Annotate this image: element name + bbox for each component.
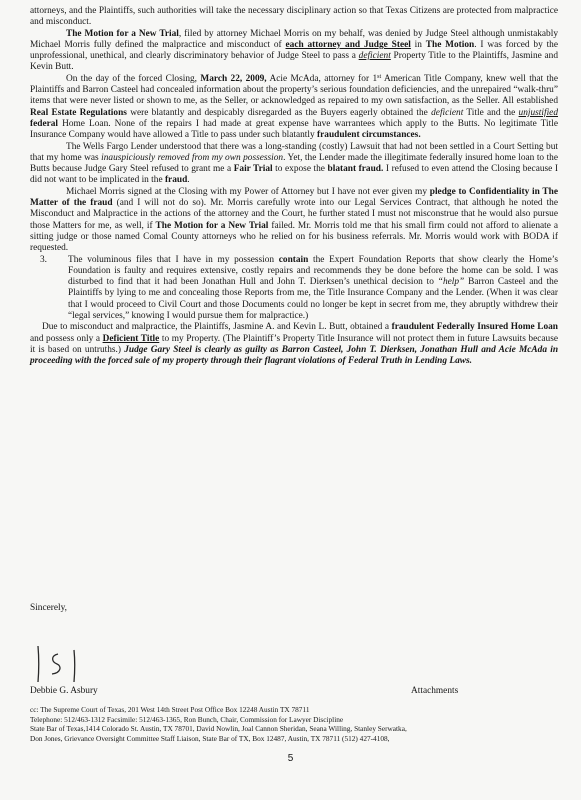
text-run: in (410, 39, 426, 50)
paragraph-continuation (30, 6, 558, 29)
text-run: On the day of the forced Closing, (66, 73, 201, 84)
text-run: and possess only a (30, 333, 103, 344)
bold-italic-text: Judge Gary Steel is clearly as guilty as Barron Casteel, John T. Dierksen, Jonathan Hull and Acie McAda in proceeding with the forced sale of my property through their flagrant violations of Federal Truth in Lending Laws. (30, 344, 559, 367)
text-run: I refused to even attend the Closing because I did not want to be implicated in the (30, 164, 558, 186)
signature-mark (30, 640, 90, 686)
text-run: were blatantly and despicably disregarded as the Buyers eagerly obtained the (126, 107, 432, 118)
bold-text: federal (30, 118, 59, 129)
bold-text: The Motion for a New Trial (66, 28, 179, 39)
text-run: . I was forced by the unprofessional, unethical, and clearly discriminatory behavior of Judge Steel to pass a (30, 39, 558, 62)
text-run: The Wells Fargo Lender understood that there was a long-standing (costly) Lawsuit that had not been settled in a Court Setting but that my home was (30, 141, 558, 163)
italic-text: inauspiciously removed from my own possession (101, 152, 284, 163)
bold-underlined-text: each attorney and Judge Steel (285, 39, 411, 50)
text-run: to expose the (272, 164, 328, 175)
bold-text: blatant fraud. (327, 164, 384, 175)
text-run: Barron Casteel and the Plaintiffs by lying to me and concealing those Reports from me, the Title Insurance Company and the Lender. (When it was clear that I would proceed to Civil Court and those Documents could no longer be kept in secret from me, they abruptly withdrew their “legal services,” knowing I would pursue them for malpractice.) (68, 277, 558, 322)
bold-text: Fair Trial (233, 164, 273, 175)
closing-salutation: Sincerely, (30, 603, 68, 613)
text-run: . (187, 175, 190, 186)
text-run: Home Loan. None of the repairs I had made at great expense have warrantees which apply to the Butts. No legitimate Title Insurance Company would have allowed a Title to pass under such blatantly (30, 118, 558, 141)
paragraph-motion-new-trial (30, 29, 558, 74)
cc-line: Telephone: 512/463-1312 Facsimile: 512/463-1365, Ron Bunch, Chair, Commission for Lawyer Discipline (30, 714, 344, 724)
bold-text: contain (278, 254, 309, 265)
bold-text: fraudulent circumstances. (317, 130, 421, 141)
page-number: 5 (287, 753, 294, 764)
letter-body (30, 6, 558, 368)
bold-text: fraud (164, 175, 188, 186)
bold-text: fraudulent Federally Insured Home Loan (391, 322, 558, 333)
italic-underlined-text: unjustified (518, 107, 558, 118)
text-run: Michael Morris signed at the Closing with my Power of Attorney but I have not ever given my (66, 186, 430, 197)
paragraph-conclusion (30, 322, 558, 367)
text-run: Property Title to the Plaintiffs, Jasmine and Kevin Butt. (30, 51, 558, 73)
attachments-label: Attachments (411, 686, 459, 696)
text-run: (and I will not do so). Mr. Morris carefully wrote into our Legal Services Contract, that although he noted the Misconduct and Malpractice in the actions of the attorney and the Court, he further stated I must not misconstrue that he would also pursue those Matters for me, as well, if (30, 198, 558, 231)
signer-name: Debbie G. Asbury (30, 686, 98, 696)
item-number: 3. (40, 254, 48, 265)
paragraph-wells-fargo (30, 142, 558, 187)
superscript: st (377, 73, 382, 80)
text-run: American Title Company, knew well that the Plaintiffs and Barron Casteel had concealed information about the property’s serious foundation deficiencies, and the unrepaired “walk-thru” items that were never listed or shown to me, as the Seller, or acknowledged as repaired to my own satisfaction, as the Seller. All established (30, 73, 558, 107)
paragraph-text: attorneys, and the Plaintiffs, such authorities will take the necessary disciplinary action so that Texas Citizens are protected from malpractice and misconduct. (30, 6, 558, 28)
italic-text: deficient (431, 107, 464, 118)
cc-block (30, 705, 558, 743)
text-run: Title and the (463, 107, 519, 118)
italic-underlined-text: deficient (358, 51, 391, 62)
bold-text: The Motion for a New Trial (155, 220, 269, 231)
bold-text: pledge to Confidentiality in The Matter of the fraud (30, 186, 558, 209)
cc-line: State Bar of Texas,1414 Colorado St. Austin, TX 78701, David Nowlin, Joal Cannon Sheridan, Seana Willing, Stanley Serwatka, (30, 724, 407, 734)
paragraph-forced-closing (30, 74, 558, 142)
bold-text: March 22, 2009, (200, 73, 267, 84)
text-run: Acie McAda, attorney for 1 (266, 73, 378, 84)
paragraph-power-of-attorney (30, 187, 558, 255)
text-run: failed. Mr. Morris told me that his small firm could not afford to alienate a sitting judge or those named Comal County attorneys who he relied on for his business referrals. Mr. Morris would work with BODA if requested. (30, 220, 558, 254)
text-run: the Expert Foundation Reports that show clearly the Home’s Foundation is faulty and requires extensive, costly repairs and recommends they be done before the home can be sold. I was disturbed to find that it had been Jonathan Hull and John T. Dierksen’s unethical decision to (68, 254, 558, 288)
cc-line: Don Jones, Grievance Oversight Committee Staff Liaison, State Bar of TX, Box 12487, Austin, TX 78711 (512) 427-4108, (30, 733, 390, 743)
bold-underlined-text: Deficient Title (102, 333, 160, 344)
text-run: . Yet, the Lender made the illegitimate federally insured home loan to the Butts because Judge Gary Steel refused to grant me a (30, 152, 558, 175)
bold-text: Real Estate Regulations (30, 107, 127, 118)
text-run: Due to misconduct and malpractice, the Plaintiffs, Jasmine A. and Kevin L. Butt, obtained a (42, 322, 392, 333)
italic-text: “help” (437, 277, 465, 288)
numbered-item-3 (30, 255, 558, 323)
bold-text: The Motion (425, 39, 475, 50)
text-run: The voluminous files that I have in my possession (68, 254, 279, 265)
item-text (68, 255, 558, 323)
text-run: to my Property. (The Plaintiff’s Property Title Insurance will not protect them in future Lawsuits because it is based on untruths.) (30, 333, 558, 355)
cc-line: cc: The Supreme Court of Texas, 201 West 14th Street Post Office Box 12248 Austin TX 78711 (30, 705, 310, 714)
text-run: , filed by attorney Michael Morris on my behalf, was denied by Judge Steel although unmistakably Michael Morris fully defined the malpractice and misconduct of (30, 28, 558, 50)
